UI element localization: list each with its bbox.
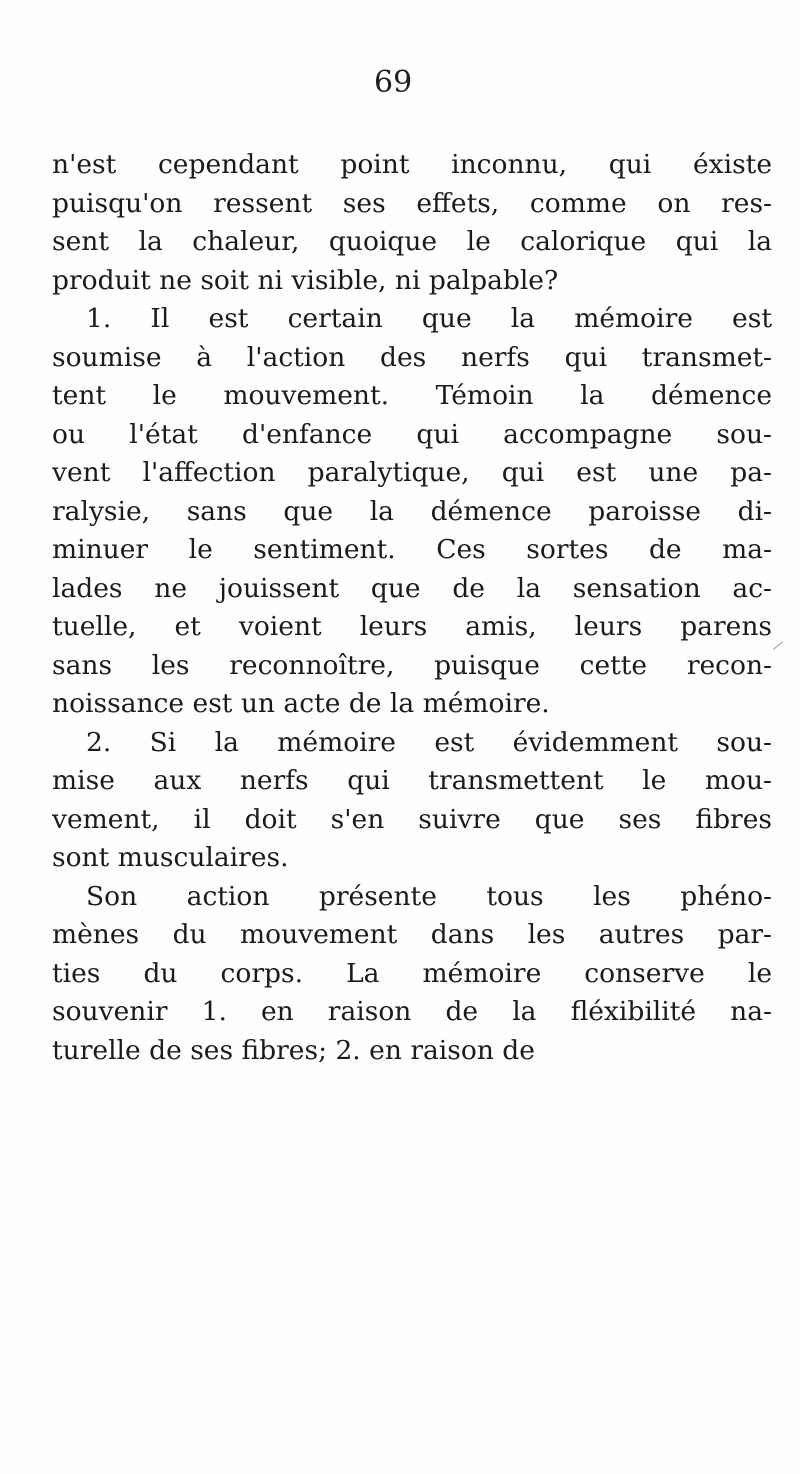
text-line: puisqu'on ressent ses effets, comme on res-	[52, 190, 772, 219]
text-line: 1. Il est certain que la mémoire est	[86, 306, 772, 334]
text-line: Son action présente tous les phéno-	[86, 883, 772, 912]
text-line: turelle de ses fibres; 2. en raison de	[52, 1037, 535, 1066]
text-line: vement, il doit s'en suivre que ses fibres	[52, 806, 772, 835]
text-line: mise aux nerfs qui transmettent le mou-	[52, 768, 772, 796]
text-line: ralysie, sans que la démence paroisse di-	[52, 498, 772, 527]
text-line: ties du corps. La mémoire conserve le	[52, 960, 772, 989]
text-line: sont musculaires.	[52, 845, 289, 873]
text-line: souvenir 1. en raison de la fléxibilité na-	[52, 999, 772, 1027]
text-line: sans les reconnoître, puisque cette recon-	[52, 652, 772, 681]
margin-mark	[773, 641, 783, 649]
text-line: produit ne soit ni visible, ni palpable?	[52, 267, 559, 296]
text-line: tuelle, et voient leurs amis, leurs parens	[52, 614, 772, 642]
text-line: soumise à l'action des nerfs qui transmet-	[52, 344, 772, 373]
text-line: sent la chaleur, quoique le calorique qui la	[52, 229, 772, 257]
text-line: ou l'état d'enfance qui accompagne sou-	[52, 421, 772, 450]
text-line: mènes du mouvement dans les autres par-	[52, 922, 772, 950]
text-line: n'est cependant point inconnu, qui éxiste	[52, 152, 772, 180]
text-line: tent le mouvement. Témoin la démence	[52, 383, 772, 411]
page-number: 69	[374, 65, 413, 100]
text-line: lades ne jouissent que de la sensation ac-	[52, 575, 772, 604]
text-line: vent l'affection paralytique, qui est une pa-	[52, 460, 772, 488]
text-line: noissance est un acte de la mémoire.	[52, 691, 550, 719]
text-line: 2. Si la mémoire est évidemment sou-	[86, 729, 772, 758]
text-line: minuer le sentiment. Ces sortes de ma-	[52, 537, 772, 565]
